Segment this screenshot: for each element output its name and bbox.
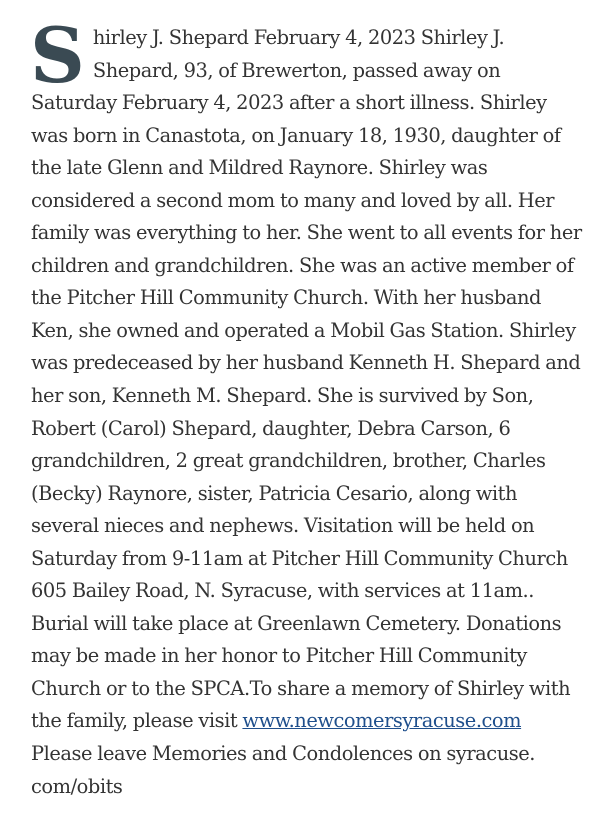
drop-cap-letter: S	[30, 11, 85, 100]
obituary-body-text: hirley J. Shepard February 4, 2023 Shirley J. Shepard, 93, of Brewerton, passed away on Saturday February 4, 2023 after a short illness. Shirley was born in Canastota, on January 18, 1930, daughter of the late Glenn and Mildred Raynore. Shirley was considered a second mom to many and loved by all. Her family was everything to her. She went to all events for her children and grandchildren. She was an active member of the Pitcher Hill Community Church. With her husband Ken, she owned and operated a Mobil Gas Station. Shirley was predeceased by her husband Kenneth H. Shepard and her son, Kenneth M. Shepard. She is survived by Son, Robert (Carol) Shepard, daughter, Debra Carson, 6 grandchildren, 2 great grandchildren, brother, Charles (Becky) Raynore, sister, Patricia Cesario, along with several nieces and nephews. Visitation will be held on Saturday from 9-11am at Pitcher Hill Community Church 605 Bailey Road, N. Syracuse, with services at 11am.. Burial will take place at Greenlawn Cemetery. Donations may be made in her honor to Pitcher Hill Community Church or to the SPCA.To share a memory of Shirley with the family, please visit	[31, 26, 582, 733]
newcomer-syracuse-link[interactable]: www.newcomersyracuse.com	[242, 709, 522, 733]
obituary-closing-text: Please leave Memories and Condolences on syracuse. com/obits	[31, 742, 535, 798]
obituary-text	[30, 11, 583, 803]
